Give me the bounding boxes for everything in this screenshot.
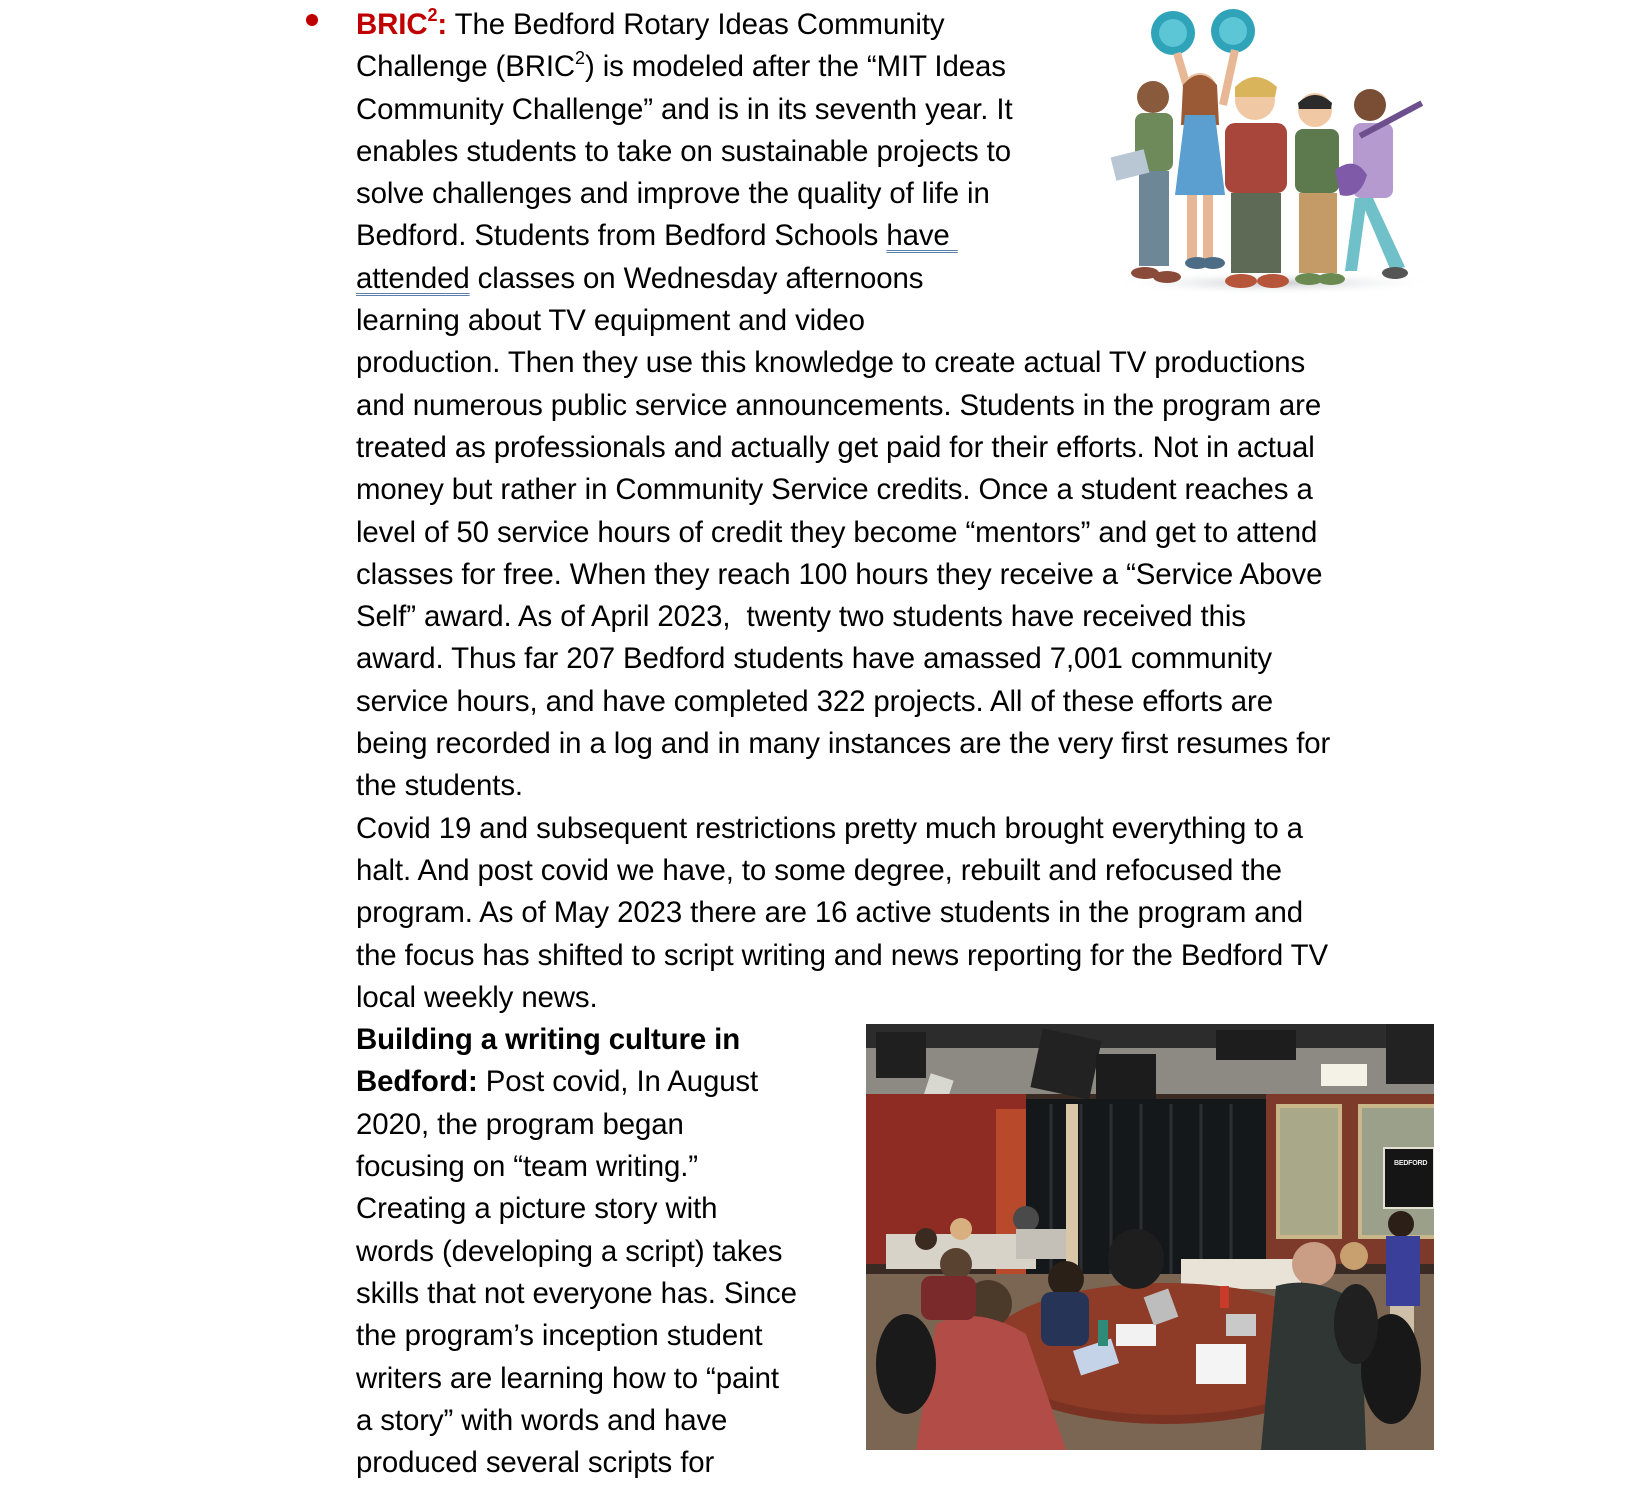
bric-line-8: production. Then they use this knowledge to create actual TV productions [356,346,1306,380]
covid-line-3: the focus has shifted to script writing and news reporting for the Bedford TV [356,938,1328,972]
writing-line-1: focusing on “team writing.” [356,1150,698,1184]
bric-line-17: being recorded in a log and in many instances are the very first resumes for [356,727,1331,761]
covid-line-4: local weekly news. [356,980,598,1014]
writing-line-3: words (developing a script) takes [356,1234,783,1268]
writing-heading-line-2: Bedford: [356,1065,478,1099]
bedford-sign-text: BEDFORD [1394,1160,1428,1167]
writing-line-heading-2: Bedford: Post covid, In August [356,1065,759,1099]
grammar-suggestion[interactable]: have [886,219,958,253]
covid-line-1: halt. And post covid we have, to some degree, rebuilt and refocused the [356,853,1282,887]
bric-line-13: classes for free. When they reach 100 hours they receive a “Service Above [356,557,1323,591]
writing-line-6: writers are learning how to “paint [356,1361,779,1395]
writing-line-4: skills that not everyone has. Since [356,1276,797,1310]
bric-line-1: Challenge (BRIC$^2$) is modeled after the “MIT Ideas [356,47,1006,84]
bric-line-10: treated as professionals and actually get paid for their efforts. Not in actual [356,430,1315,464]
bric-line-3: enables students to take on sustainable projects to [356,134,1011,168]
bric-line-12: level of 50 service hours of credit they become “mentors” and get to attend [356,515,1318,549]
students-cartoon-illustration [1105,5,1440,317]
writing-line-8: produced several scripts for [356,1446,715,1480]
writing-line-0: 2020, the program began [356,1107,684,1141]
bric-line-0: BRIC$^2$: The Bedford Rotary Ideas Community [356,5,945,41]
bric-line-9: and numerous public service announcements. Students in the program are [356,388,1322,422]
bric-line-7: learning about TV equipment and video [356,304,865,338]
bric-line-6: attended classes on Wednesday afternoons [356,261,924,295]
bric-line-16: service hours, and have completed 322 projects. All of these efforts are [356,684,1273,718]
writing-line-5: the program’s inception student [356,1319,763,1353]
covid-line-0: Covid 19 and subsequent restrictions pretty much brought everything to a [356,811,1303,845]
bric-line-18: the students. [356,769,523,803]
writing-line-2: Creating a picture story with [356,1192,718,1226]
grammar-suggestion[interactable]: attended [356,261,470,295]
bullet-disc-icon [306,14,318,26]
bric-line-2: Community Challenge” and is in its seventh year. It [356,92,1013,126]
writing-heading-line-1: Building a writing culture in [356,1023,741,1057]
classroom-photo [866,1024,1434,1450]
bric-line-11: money but rather in Community Service credits. Once a student reaches a [356,473,1313,507]
bric-line-15: award. Thus far 207 Bedford students have amassed 7,001 community [356,642,1273,676]
covid-line-2: program. As of May 2023 there are 16 active students in the program and [356,896,1304,930]
bric-heading: BRIC$^2$: [356,5,448,41]
writing-line-7: a story” with words and have [356,1403,728,1437]
bric-line-4: solve challenges and improve the quality of life in [356,177,990,211]
bric-line-5: Bedford. Students from Bedford Schools have [356,219,958,253]
bric-line-14: Self” award. As of April 2023, twenty two students have received this [356,600,1246,634]
